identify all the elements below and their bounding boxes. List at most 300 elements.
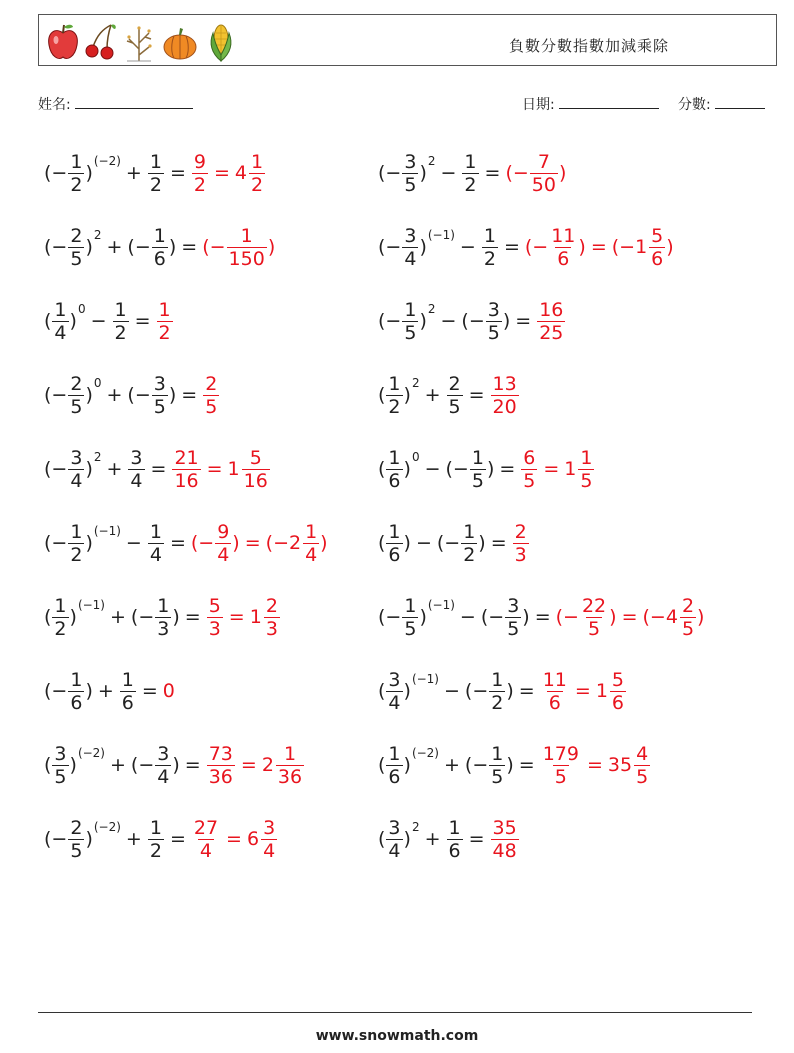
numerator: 3	[404, 224, 417, 247]
operator: −	[459, 236, 476, 258]
open-paren: (	[378, 162, 386, 184]
equals-sign: =	[574, 680, 591, 702]
close-paren: )	[697, 606, 705, 628]
equals-sign: =	[586, 754, 603, 776]
exponent: 2	[427, 154, 436, 168]
fraction	[192, 151, 208, 196]
denominator: 50	[531, 173, 556, 196]
close-paren: )	[168, 384, 177, 406]
numerator: 1	[54, 594, 67, 617]
fraction	[68, 521, 84, 566]
close-paren: )	[320, 532, 328, 554]
numerator: 1	[114, 298, 127, 321]
whole-number: 2	[261, 754, 274, 776]
whole-number: 1	[564, 458, 577, 480]
denominator: 6	[388, 765, 401, 788]
numerator: 1	[157, 594, 170, 617]
equals-sign: =	[213, 162, 230, 184]
minus-sign: −	[488, 606, 505, 628]
answer	[525, 225, 674, 270]
open-paren: (	[44, 384, 52, 406]
numerator: 1	[464, 150, 477, 173]
numerator: 1	[404, 298, 417, 321]
equals-sign: =	[518, 680, 535, 702]
problem	[44, 510, 328, 576]
exponent: (−1)	[411, 672, 439, 686]
numerator: 3	[130, 446, 143, 469]
minus-sign: −	[138, 754, 155, 776]
denominator: 4	[404, 247, 417, 270]
whole-number: 4	[234, 162, 247, 184]
open-paren: (	[378, 606, 386, 628]
denominator: 5	[404, 173, 417, 196]
denominator: 5	[588, 617, 601, 640]
numerator: 73	[208, 742, 233, 765]
score-field	[678, 94, 765, 114]
equals-sign: =	[543, 458, 560, 480]
problem	[378, 732, 651, 798]
minus-sign: −	[273, 532, 289, 554]
answer	[191, 817, 278, 862]
denominator: 3	[514, 543, 527, 566]
open-paren: (	[44, 162, 52, 184]
minus-sign: −	[649, 606, 666, 628]
minus-sign: −	[51, 236, 68, 258]
denominator: 2	[158, 321, 171, 344]
problem	[44, 362, 220, 428]
close-paren: )	[69, 310, 77, 332]
score-label: 分數:	[678, 97, 711, 113]
fraction	[649, 225, 665, 270]
close-paren: )	[502, 310, 511, 332]
exponent: 0	[77, 302, 86, 316]
fraction	[120, 669, 136, 714]
denominator: 6	[388, 469, 401, 492]
fraction	[491, 817, 519, 862]
problem	[378, 658, 627, 724]
denominator: 2	[149, 173, 162, 196]
fraction	[461, 521, 477, 566]
whole-number: 1	[595, 680, 608, 702]
name-blank[interactable]	[75, 94, 193, 109]
fraction	[482, 225, 498, 270]
numerator: 1	[54, 298, 67, 321]
problem	[44, 288, 174, 354]
fraction	[148, 521, 164, 566]
date-blank[interactable]	[559, 94, 659, 109]
whole-number: 4	[665, 606, 678, 628]
exponent: 2	[427, 302, 436, 316]
denominator: 16	[174, 469, 199, 492]
equals-sign: =	[515, 310, 532, 332]
numerator: 9	[217, 520, 230, 543]
fraction	[486, 299, 502, 344]
denominator: 5	[70, 247, 83, 270]
open-paren: (	[44, 310, 52, 332]
fraction	[402, 225, 418, 270]
answer	[191, 151, 266, 196]
equals-sign: =	[169, 532, 186, 554]
fraction	[513, 521, 529, 566]
numerator: 21	[174, 446, 199, 469]
denominator: 6	[121, 691, 134, 714]
fraction	[386, 817, 402, 862]
denominator: 5	[205, 395, 218, 418]
numerator: 7	[537, 150, 550, 173]
problem	[378, 510, 530, 576]
answer	[202, 225, 275, 270]
minus-sign: −	[385, 162, 402, 184]
open-paren: (	[445, 458, 453, 480]
close-paren: )	[558, 162, 567, 184]
fraction	[578, 447, 594, 492]
denominator: 4	[263, 839, 276, 862]
close-paren: )	[578, 236, 586, 258]
corn-icon	[203, 19, 239, 63]
minus-sign: −	[51, 532, 68, 554]
minus-sign: −	[385, 236, 402, 258]
exponent: (−1)	[77, 598, 105, 612]
numerator: 1	[448, 816, 461, 839]
numerator: 1	[149, 150, 162, 173]
close-paren: )	[506, 680, 514, 702]
minus-sign: −	[452, 458, 469, 480]
open-paren: (	[127, 384, 135, 406]
denominator: 5	[448, 395, 461, 418]
exponent: (−2)	[93, 820, 121, 834]
bare-tree-icon	[121, 19, 157, 63]
whole-number: 2	[288, 532, 302, 554]
minus-sign: −	[385, 606, 402, 628]
close-paren: )	[478, 532, 486, 554]
denominator: 5	[491, 765, 504, 788]
fraction	[386, 373, 402, 418]
exponent: 2	[93, 228, 102, 242]
answer	[540, 743, 651, 788]
name-label: 姓名:	[38, 97, 71, 113]
fraction	[402, 595, 418, 640]
fraction	[52, 299, 68, 344]
denominator: 36	[208, 765, 233, 788]
close-paren: )	[85, 236, 93, 258]
denominator: 4	[199, 839, 212, 862]
answer	[540, 669, 627, 714]
close-paren: )	[403, 458, 411, 480]
numerator: 27	[193, 816, 219, 839]
problem	[44, 436, 271, 502]
numerator: 1	[388, 520, 401, 543]
fraction	[402, 299, 418, 344]
problem	[378, 140, 566, 206]
fraction	[68, 151, 84, 196]
numerator: 2	[514, 520, 527, 543]
minus-sign: −	[134, 384, 151, 406]
denominator: 5	[523, 469, 536, 492]
equals-sign: =	[468, 384, 485, 406]
minus-sign: −	[472, 680, 489, 702]
equals-sign: =	[244, 532, 261, 554]
fraction	[155, 595, 171, 640]
exponent: 2	[411, 820, 420, 834]
footer-url: www.snowmath.com	[315, 1028, 479, 1044]
operator: +	[106, 384, 123, 406]
answer	[520, 447, 595, 492]
fraction	[148, 151, 164, 196]
open-paren: (	[44, 236, 52, 258]
denominator: 5	[636, 765, 649, 788]
minus-sign: −	[198, 532, 215, 554]
open-paren: (	[190, 532, 199, 554]
answer	[202, 373, 220, 418]
open-paren: (	[130, 606, 139, 628]
fraction	[402, 151, 418, 196]
close-paren: )	[232, 532, 240, 554]
fraction	[386, 669, 402, 714]
open-paren: (	[378, 532, 386, 554]
operator: +	[106, 458, 123, 480]
numerator: 2	[205, 372, 218, 395]
numerator: 2	[681, 594, 695, 617]
worksheet-header	[38, 14, 777, 66]
close-paren: )	[168, 236, 177, 258]
operator: +	[424, 828, 441, 850]
open-paren: (	[378, 310, 386, 332]
whole-number: 1	[249, 606, 262, 628]
fraction	[152, 225, 168, 270]
operator: +	[110, 754, 126, 776]
minus-sign: −	[51, 828, 68, 850]
denominator: 2	[54, 617, 67, 640]
date-field	[522, 94, 659, 114]
answer	[490, 373, 520, 418]
close-paren: )	[506, 754, 514, 776]
fraction	[470, 447, 486, 492]
open-paren: (	[130, 754, 139, 776]
open-paren: (	[378, 680, 386, 702]
fraction	[52, 743, 68, 788]
denominator: 5	[487, 321, 500, 344]
operator: +	[444, 754, 460, 776]
close-paren: )	[69, 606, 77, 628]
close-paren: )	[486, 458, 495, 480]
exponent: 0	[411, 450, 420, 464]
equals-sign: =	[590, 236, 607, 258]
close-paren: )	[69, 754, 77, 776]
denominator: 5	[153, 395, 166, 418]
exponent: 2	[411, 376, 420, 390]
problem	[378, 288, 566, 354]
close-paren: )	[172, 754, 180, 776]
numerator: 1	[250, 150, 264, 173]
whole-number: 1	[227, 458, 240, 480]
answer	[490, 817, 520, 862]
answer	[163, 680, 175, 702]
open-paren: (	[378, 236, 386, 258]
numerator: 1	[388, 372, 401, 395]
denominator: 5	[404, 617, 417, 640]
close-paren: )	[522, 606, 530, 628]
numerator: 1	[283, 742, 297, 765]
problem	[44, 732, 305, 798]
answer	[505, 151, 566, 196]
numerator: 11	[551, 224, 576, 247]
fraction	[52, 595, 68, 640]
operator: −	[415, 532, 432, 554]
answer	[536, 299, 566, 344]
denominator: 6	[388, 543, 401, 566]
fraction	[242, 447, 270, 492]
equals-sign: =	[503, 236, 520, 258]
open-paren: (	[265, 532, 274, 554]
numerator: 1	[70, 520, 83, 543]
answer	[206, 743, 305, 788]
numerator: 4	[636, 742, 649, 765]
exponent: (−1)	[427, 228, 455, 242]
numerator: 1	[471, 446, 484, 469]
fraction	[386, 521, 402, 566]
fraction	[489, 669, 505, 714]
fraction	[68, 225, 84, 270]
whole-number: 6	[246, 828, 260, 850]
open-paren: (	[464, 754, 473, 776]
fraction	[152, 373, 168, 418]
open-paren: (	[378, 828, 386, 850]
equals-sign: =	[499, 458, 516, 480]
denominator: 2	[149, 839, 162, 862]
denominator: 2	[463, 543, 476, 566]
denominator: 6	[448, 839, 461, 862]
close-paren: )	[403, 754, 411, 776]
numerator: 5	[249, 446, 262, 469]
denominator: 4	[388, 839, 401, 862]
denominator: 6	[70, 691, 83, 714]
numerator: 1	[70, 150, 83, 173]
minus-sign: −	[512, 162, 529, 184]
numerator: 3	[263, 816, 276, 839]
close-paren: )	[403, 680, 411, 702]
numerator: 1	[491, 742, 504, 765]
minus-sign: −	[472, 754, 489, 776]
fraction	[505, 595, 521, 640]
numerator: 2	[70, 816, 83, 839]
minus-sign: −	[209, 236, 226, 258]
open-paren: (	[127, 236, 135, 258]
denominator: 6	[611, 691, 624, 714]
denominator: 3	[157, 617, 170, 640]
answer	[556, 595, 705, 640]
operator: +	[106, 236, 123, 258]
fraction	[537, 299, 565, 344]
operator: +	[125, 162, 142, 184]
close-paren: )	[419, 162, 427, 184]
numerator: 16	[539, 298, 564, 321]
footer-divider	[38, 1012, 752, 1013]
close-paren: )	[419, 606, 427, 628]
numerator: 3	[388, 668, 401, 691]
numerator: 1	[121, 668, 134, 691]
equals-sign: =	[240, 754, 257, 776]
denominator: 4	[157, 765, 170, 788]
value: 0	[162, 680, 175, 702]
problem	[44, 658, 175, 724]
denominator: 4	[149, 543, 162, 566]
fraction	[303, 521, 319, 566]
numerator: 22	[581, 594, 607, 617]
denominator: 6	[548, 691, 561, 714]
denominator: 4	[217, 543, 230, 566]
fraction	[155, 743, 171, 788]
minus-sign: −	[134, 236, 151, 258]
open-paren: (	[436, 532, 445, 554]
fraction	[148, 817, 164, 862]
problem	[378, 806, 520, 872]
denominator: 5	[70, 395, 83, 418]
equals-sign: =	[181, 384, 198, 406]
fraction	[541, 669, 569, 714]
numerator: 1	[388, 446, 401, 469]
numerator: 3	[404, 150, 417, 173]
answer	[156, 299, 174, 344]
score-blank[interactable]	[715, 94, 765, 109]
numerator: 35	[492, 816, 517, 839]
equals-sign: =	[184, 606, 201, 628]
close-paren: )	[85, 384, 93, 406]
fraction	[261, 817, 277, 862]
fraction	[680, 595, 696, 640]
denominator: 5	[681, 617, 695, 640]
open-paren: (	[44, 458, 52, 480]
denominator: 4	[388, 691, 401, 714]
denominator: 5	[471, 469, 484, 492]
open-paren: (	[202, 236, 210, 258]
numerator: 3	[153, 372, 166, 395]
denominator: 36	[277, 765, 303, 788]
fraction	[610, 669, 626, 714]
fraction	[68, 447, 84, 492]
open-paren: (	[378, 754, 386, 776]
minus-sign: −	[51, 458, 68, 480]
problem	[378, 214, 674, 280]
whole-number: 1	[635, 236, 648, 258]
close-paren: )	[403, 532, 411, 554]
equals-sign: =	[484, 162, 501, 184]
exponent: 0	[93, 376, 102, 390]
operator: +	[110, 606, 126, 628]
fraction	[68, 669, 84, 714]
fraction	[489, 743, 505, 788]
equals-sign: =	[228, 606, 245, 628]
operator: −	[90, 310, 107, 332]
fraction	[68, 817, 84, 862]
fraction	[157, 299, 173, 344]
denominator: 3	[208, 617, 221, 640]
denominator: 4	[305, 543, 318, 566]
fraction	[521, 447, 537, 492]
close-paren: )	[419, 310, 427, 332]
fraction	[634, 743, 650, 788]
numerator: 5	[651, 224, 664, 247]
equals-sign: =	[169, 162, 186, 184]
numerator: 1	[388, 742, 401, 765]
equals-sign: =	[169, 828, 186, 850]
close-paren: )	[85, 828, 93, 850]
fraction	[549, 225, 577, 270]
open-paren: (	[611, 236, 620, 258]
fraction	[386, 447, 402, 492]
exponent: (−2)	[93, 154, 121, 168]
denominator: 2	[388, 395, 401, 418]
fraction	[113, 299, 129, 344]
